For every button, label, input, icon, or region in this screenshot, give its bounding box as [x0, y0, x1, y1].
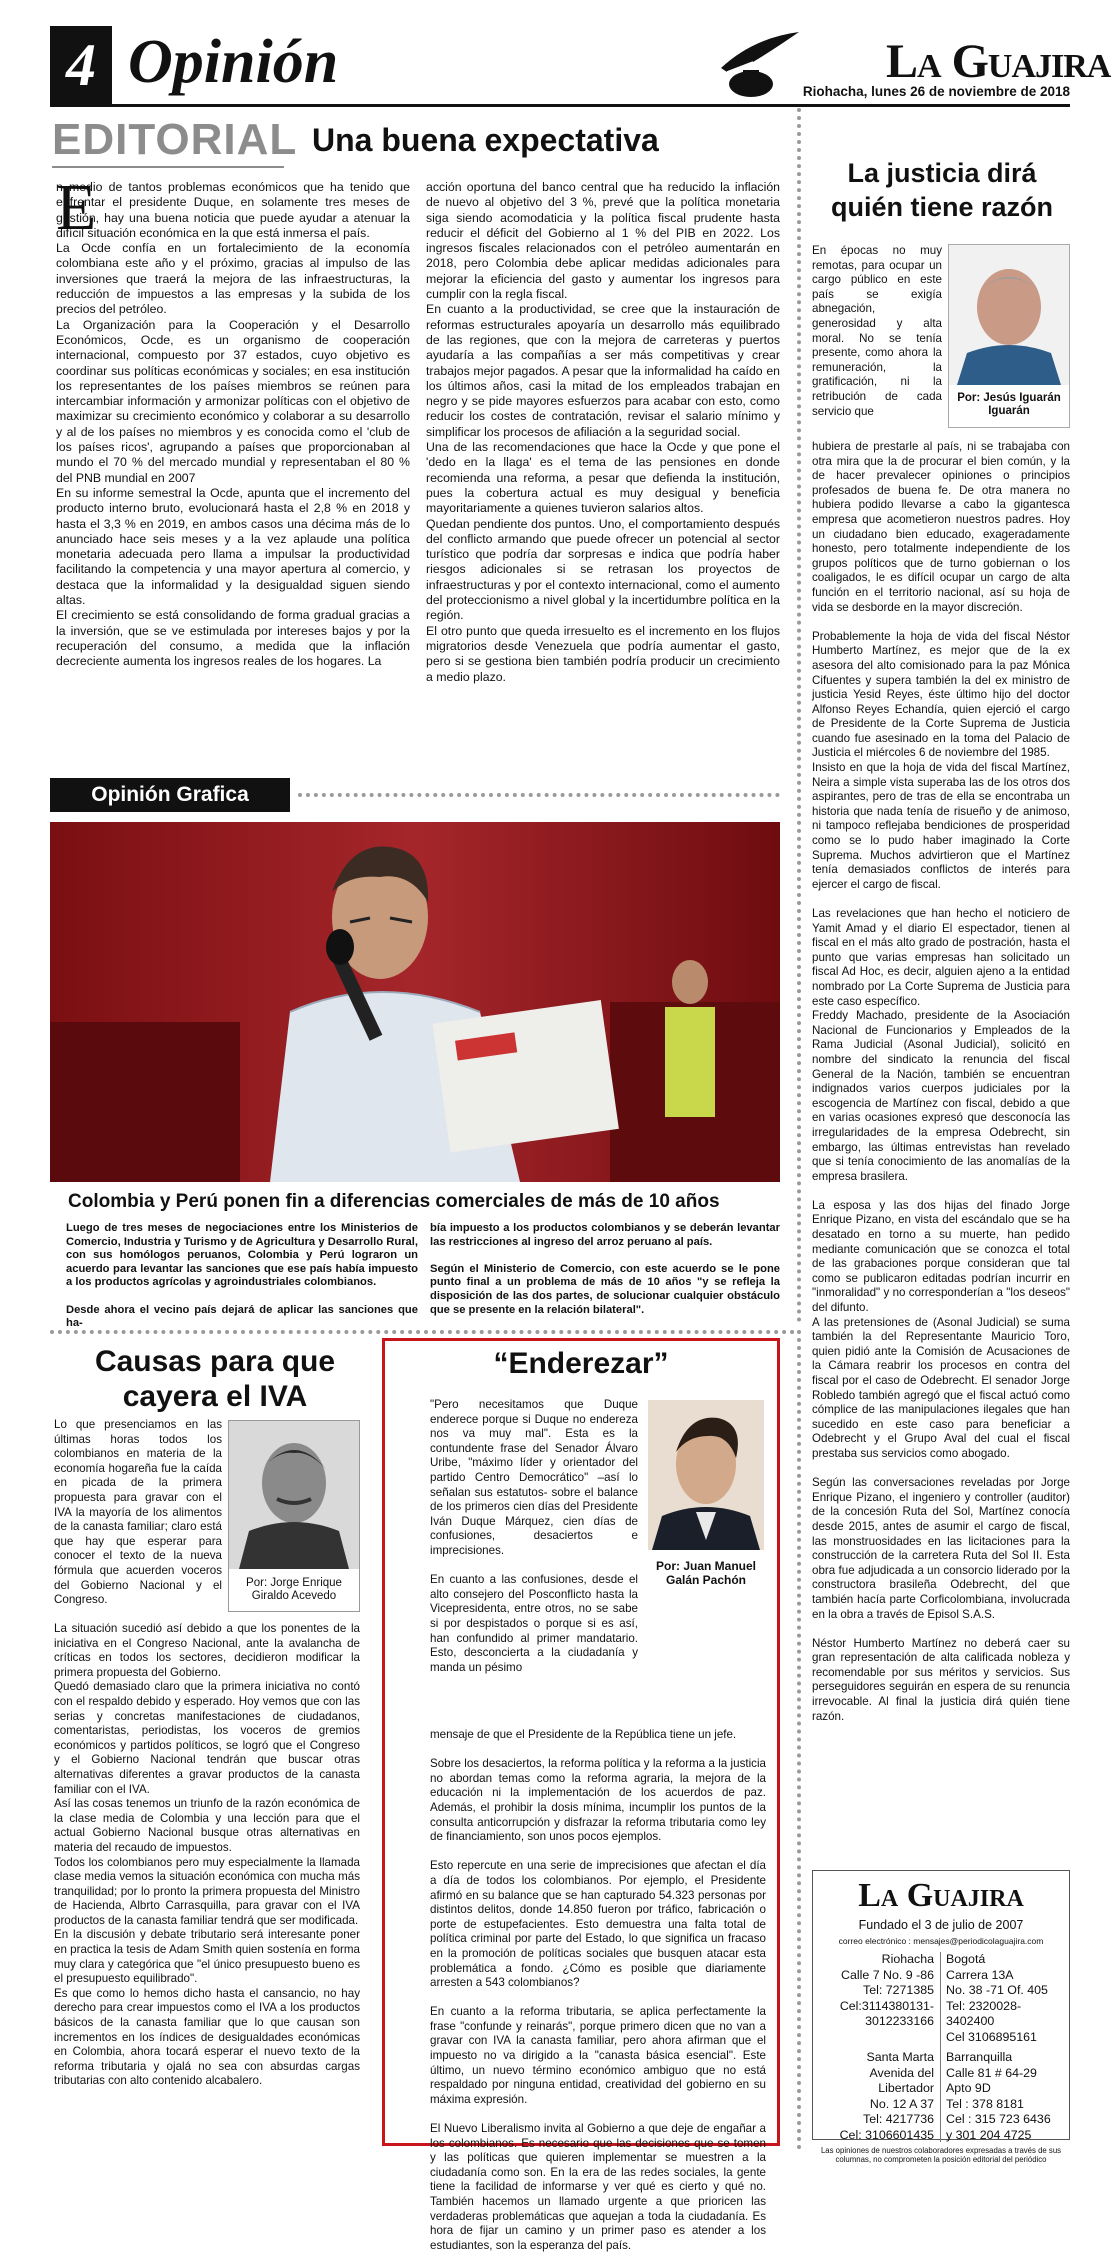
dateline: Riohacha, lunes 26 de noviembre de 2018 [802, 84, 1070, 99]
enderezar-author: Por: Juan Manuel Galán Pachón [655, 1559, 756, 1587]
editorial-dropcap: E [56, 171, 97, 244]
grafica-label-box [50, 778, 290, 812]
office-bogota: Bogotá Carrera 13A No. 38 -71 Of. 405 Tel: 2320028- 3402400 Cel 3106895161 [946, 1952, 1048, 2044]
enderezar-headline: “Enderezar” [493, 1347, 669, 1380]
causas-author-photo [229, 1421, 359, 1569]
grafica-column-1: Luego de tres meses de negociaciones entre los Ministerios de Comercio, Industria y Turismo y de Agricultura y Desarrollo Rural, con sus homólogos peruanos, Colombia y Perú lograron un acuerdo para levantar las sanciones que ese país había impuesto a los productos agrícolas y agroindustriales colombianos. Desde ahora el vecino país dejará de aplicar las sanciones que ha- [66, 1222, 418, 1330]
justicia-headline: La justicia dirá quién tiene razón [830, 158, 1054, 222]
office-barranquilla: Barranquilla Calle 81 # 64-29 Apto 9D Tel : 378 8181 Cel : 315 723 6436 y 301 204 4725 [946, 2050, 1051, 2142]
editorial-headline: Una buena expectativa [312, 122, 659, 158]
justicia-body: hubiera de prestarle al país, ni se trabajaba con otra mira que la de procurar el bien común, y la de hacer prevalecer opiniones o principios profesados de buena fe. De otra manera no hubiera podido llevarse a cabo la gigantesca empresa que acometieron nuestros padres. Hoy un ciudadano bien educado, exageradamente honesto, pero totalmente independiente de los grupos políticos que de turno gobiernan o los coaligados, le es difícil ocupar un cargo de alta función en el territorio nacional, así su hoja de vida se desborde en la mayor discreción. Probablemente la hoja de vida del fiscal Néstor Humberto Martínez, es mejor que de la ex asesora del alto comisionado para la paz Mónica Cifuentes y supera también la del ex ministro de justicia Yesid Reyes, éste último hijo del doctor Alfonso Reyes Echandía, quien ejerció el cargo de Presidente de la Corte Suprema de Justicia cuando fue asesinado en la toma del Palacio de Justicia el miércoles 6 de noviembre del 1985. Insisto en que la hoja de vida del fiscal Martínez, Neira a simple vista superaba las de los otros dos aspirantes, pero de tras de ella se encontraba un historia que nada tenía de risueño y de animoso, ni tampoco reflejaba bendiciones de prosperidad como se lo pudo haber imaginado la Corte Suprema. Muchos advirtieron que el Martínez tenía demasiados conflictos de interés para ejercer el cargo de fiscal. Las revelaciones que han hecho el noticiero de Yamit Amad y el diario El espectador, tienen al fiscal en el más alto grado de postración, hasta el punto que varias empresas han solicitado un fiscal Ad Hoc, es decir, alguien ajeno a la entidad nombrado por La Corte Suprema de Justicia para este caso específico. Freddy Machado, presidente de la Asociación Nacional de Funcionarios y Empleados de la Rama Judicial (Asonal Judicial), solicitó en nombre del sindicato la renuncia del fiscal General de la Nación, también se encuentran indignados varios cuerpos judiciales por la escogencia de Martínez con fiscal, debido a que en varias ocasiones expresó que desconocía las irregularidades de la empresa Odebrecht, sin embargo, las últimas entrevistas han revelado que si tenía conocimiento de las anomalías de la empresa brasilera. La esposa y las dos hijas del finado Jorge Enrique Pizano, en vista del escándalo que se ha desatado en torno a su muerte, han pedido mediante comunicación que se conozca el total de las grabaciones porque consideran que tal como se publicaron editadas podrían incurrir en "inmoralidad" y no corresponderían a "los deseos" del difunto. A las pretensiones de (Asonal Judicial) se suma también la del Representante Mauricio Toro, quien pidió ante la Comisión de Acusaciones de la Cámara reabrir los procesos en contra del fiscal por el caso de Odebrecht. El senador Jorge Robledo también agregó que el fiscal actuó como cómplice de las manipulaciones ilegales que han sucedido en este caso para beneficiar a Odebrecht y el Grupo Aval del cual el fiscal prestaba sus servicios como abogado. Según las conversaciones reveladas por Jorge Enrique Pizano, el ingeniero y controller (auditor) de la concesión Ruta del Sol, Martínez conocía desde 2015, antes de asumir el cargo de fiscal, las monstruosidades en las licitaciones para la construcción de la carretera Ruta del Sol II. Esta obra fue adjudicada a un consorcio liderado por la constructora brasileña Odebrecht, del que también hacía parte Corficolombiana, involucrada en la obra a través de Episol S.A.S. Néstor Humberto Martínez no deberá caer su gran representación de alta calificada nobleza y recomendable por sus méritos y servicios. Sus perseguidores seguirán en espera de su renuncia irrevocable. Al final la justicia dirá quién tiene razón. [812, 440, 1070, 1723]
staff-masthead: La Guajira [858, 1877, 1024, 1914]
justicia-author-photo [949, 245, 1069, 385]
section-divider [50, 1330, 795, 1334]
causas-photo-frame [228, 1420, 360, 1612]
editorial-label: EDITORIAL [52, 115, 298, 164]
office-santa-marta: Santa Marta Avenida del Libertador No. 12 A 37 Tel: 4217736 Cel: 3106601435 [839, 2050, 934, 2142]
enderezar-body: mensaje de que el Presidente de la República tiene un jefe. Sobre los desaciertos, la reforma política y la reforma a la justicia no abordan temas como la reforma agraria, la mejora de la educación ni la implementación de los acuerdos de paz. Además, el prohibir la dosis mínima, incumplir los puntos de la consulta anticorrupción y disfrazar la reforma tributaria como ley de financiamiento, son unos pocos ejemplos. Esto repercute en una serie de imprecisiones que afectan el día a día de todos los colombianos. Por ejemplo, el Presidente afirmó en su balance que se han capturado 54.323 personas por distintos delitos, donde 14.850 fueron por tráfico, fabricación o porte de estupefacientes. Esto demuestra una falta total de política criminal por parte del Estado, lo que significa un fracaso en la promoción de políticas sociales que busquen atacar esta problemática a fondo. ¿Cómo es posible que diariamente arresten a 543 colombianos? En cuanto a la reforma tributaria, se aplica perfectamente la frase "confunde y reinarás", porque primero dicen que no van a gravar con IVA la canasta familiar, pero ahora afirman que el impuesto no va dirigido a la "canasta básica esencial". Este último, un nuevo término económico ambiguo que no está respaldado por ninguna entidad, creatividad del gobierno en su máxima expresión. El Nuevo Liberalismo invita al Gobierno a que deje de engañar a los colombianos. Es necesario que las decisiones que se tomen y las políticas que quieren implementar se muestren a la ciudadanía como son. En la era de las redes sociales, la gente tiene la facilidad de informarse y ver qué es cierto y qué no. También hacemos un llamado urgente a que prioricen las verdaderas problemáticas que aquejan a toda la ciudadanía. Es hora de fijar un camino y un primer paso es atender a los estudiantes, son la esperanza del país. [430, 1728, 766, 2252]
page-number: 4 [66, 31, 96, 98]
enderezar-photo-frame [648, 1400, 764, 1605]
column-divider [797, 1330, 801, 2150]
section-title: Opinión [128, 28, 339, 96]
office-riohacha: Riohacha Calle 7 No. 9 -86 Tel: 7271385 Cel:3114380131- 3012233166 [839, 1952, 934, 2028]
justicia-intro: En épocas no muy remotas, para ocupar un cargo público en este país se exigía abnegación, generosidad y alta moral. No se tenía presente, como ahora la remuneración, la gratificación, ni la retribución de cada servicio que [812, 244, 942, 418]
enderezar-intro: "Pero necesitamos que Duque enderece porque si Duque no endereza nos va muy mal". Esta es la contundente frase del Senador Álvaro Uribe, "máximo líder y orientador del partido Centro Democrático" –así lo señalan sus estatutos- sobre el balance de los primeros cien días del Presidente Iván Duque Márquez, cien días de confusiones, desaciertos e imprecisiones. En cuanto a las confusiones, desde el alto consejero del Posconflicto hasta la Vicepresidenta, entre otros, no se sabe si por despistados o porque si es así, han confundido al primer mandatario. Esto, desconcierta a la ciudadanía y manda un pésimo [430, 1398, 638, 1674]
causas-author: Por: Jorge Enrique Giraldo Acevedo [246, 1577, 342, 1602]
staff-email: correo electrónico : mensajes@periodicolaguajira.com [838, 1936, 1044, 1946]
causas-body: La situación sucedió así debido a que los ponentes de la iniciativa en el Congreso Nacional, ante la avalancha de críticas en todos los sectores, decidieron modificar la primera propuesta del Gobierno. Quedó demasiado claro que la primera iniciativa no contó con el respaldo debido y esperado. Hoy vemos que con las serias y concretas manifestaciones de ciudadanos, comentaristas, periodistas, los voceros de gremios económicos y partidos políticos, se logró que el Congreso y el Gobierno Nacional tendrán que buscar otras alternativas diferentes a gravar productos de la canasta familiar con el IVA. Así las cosas tenemos un triunfo de la razón económica de la clase media de Colombia y una lección para que el actual Gobierno Nacional busque otras alternativas en materia del recaudo de impuestos. Todos los colombianos pero muy especialmente la llamada clase media vemos la situación económica con mucha más tranquilidad; por lo pronto la primera propuesta del Ministro de Hacienda, Albrto Carrasquilla, para gravar con el IVA productos de la canasta familiar tendrá que ser modificada. En la discusión y debate tributario será interesante poner en practica la tesis de Adam Smith quien sostenía en forma muy clara y categórica que "el único presupuesto bueno es el presupuesto equilibrado". Es que como lo hemos dicho hasta el cansancio, no hay derecho para crear impuestos como el IVA a los productos básicos de la canasta familiar que lo que causan son incrementos en los índices de desigualdades económicas en Colombia, ahora tocará esperar el nuevo texto de la reforma tributaria y ojalá no sea con absurdas cargas tributarias con alto contenido alcabalero. [54, 1622, 360, 2088]
editorial-column-2: acción oportuna del banco central que ha reducido la inflación de nuevo al objetivo del 3 %, prevé que la política monetaria siga siendo acomodaticia y la política fiscal prudente hasta reducir el déficit del Gobierno al 1 % del PIB en 2022. Los ingresos fiscales relacionados con el petróleo aumentarán en 2018, pero Colombia debe aplicar medidas adicionales para mejorar la eficiencia del gasto y aumentar los ingresos para cumplir con la regla fiscal. En cuanto a la productividad, se cree que la instauración de reformas estructurales apoyaría un desarrollo más equilibrado de las regiones, que con la mejora de carreteras y puertos ayudaría a las compañías a ser más competitivas y crear trabajos mejor pagados. A pesar que la informalidad ha caído en los últimos años, casi la mitad de los empleados trabajan en negro y se pide mayores esfuerzos para acabar con esto, como reducir los costes de contratación, revisar el salario mínimo y simplificar los procesos de afiliación a la seguridad social. Una de las recomendaciones que hace la Ocde y que pone el 'dedo en la llaga' es el tema de las pensiones en donde recomienda una reforma, a pesar que defienda la institución, pues la cobertura actual es muy desigual y beneficia mayoritariamente a quienes tuvieron salarios altos. Quedan pendiente dos puntos. Uno, el comportamiento después del conflicto armando que puede ofrecer un potencial al sector turístico que podría dar sorpresas e indica que podría haber riesgos adicionales si se retrasan los proyectos de infraestructuras y por el contexto internacional, como el aumento del proteccionismo a nivel global y la incertidumbre política en la región. El otro punto que queda irresuelto es el incremento en los flujos migratorios desde Venezuela que podría aumentar el gasto, pero si se gestiona bien también podría producir un crecimiento a medio plazo. [426, 180, 780, 684]
grafica-label-rule [298, 793, 780, 797]
editorial-label-underline [52, 166, 284, 168]
column-divider [797, 108, 801, 1323]
causas-headline: Causas para que cayera el IVA [94, 1345, 336, 1413]
staff-founded: Fundado el 3 de julio de 2007 [858, 1918, 1024, 1932]
grafica-caption: Colombia y Perú ponen fin a diferencias comerciales de más de 10 años [68, 1191, 720, 1212]
staff-box-divider [940, 1952, 941, 2142]
quill-inkwell-icon [713, 28, 803, 100]
editorial-column-1: n medio de tantos problemas económicos que ha tenido que enfrentar el presidente Duque, en solamente tres meses de gestión, hay una buena noticia que puede ayudar a atenuar la difícil situación económica en la que está inmersa el país. La Ocde confía en un fortalecimiento de la economía colombiana este año y el próximo, gracias al impulso de las inversiones que traerá la mejora de las infraestructuras, la reducción de impuestos a las empresas y la subida de los precios del petróleo. La Organización para la Cooperación y el Desarrollo Económicos, Ocde, es un organismo de cooperación internacional, compuesto por 37 estados, cuyo objetivo es coordinar sus políticas económicas y sociales; en esa institución los representantes de los países miembros se reúnen para intercambiar información y armonizar políticas con el objetivo de maximizar su crecimiento económico y colaborar a su desarrollo y al de los países no miembros y es conocida como el 'club de los países ricos', agrupando a países que proporcionaban al mundo el 70 % del mercado mundial y representaban el 80 % del PNB mundial en 2007 En su informe semestral la Ocde, apunta que el incremento del producto interno bruto, evolucionará hasta el 2,8 % en 2018 y hasta el 3,3 % en 2019, en ambos casos una décima más de lo anunciado hace seis meses y a la vez aplaude una política monetaria adecuada pero llama a impulsar la productividad facilitando la competencia y una mayor apertura al comercio, y destaca que la informalidad y la desigualdad siguen siendo altas. El crecimiento se está consolidando de forma gradual gracias a la inversión, que se ve estimulada por intereses bajos y por la recuperación del consumo, a medida que la inflación decreciente aumenta los ingresos reales de los hogares. La [56, 180, 410, 669]
page-number-box [50, 26, 112, 104]
justicia-photo-frame [948, 244, 1070, 428]
grafica-column-2: bía impuesto a los productos colombianos y se deberán levantar las restricciones al ingreso del arroz peruano al país. Según el Ministerio de Comercio, con este acuerdo se le pone punto final a un problema de más de 10 años "y se refleja la disposición de las dos partes, de solucionar cualquier obstáculo que se presente en la relación bilateral". [430, 1222, 780, 1316]
grafica-label: Opinión Grafica [91, 783, 249, 806]
causas-intro: Lo que presenciamos en las últimas horas todos los colombianos en materia de la economía hogareña fue la caída en picada de la primera propuesta para gravar con el IVA la mayoría de los alimentos de la canasta familiar; claro está que hay que esperar para conocer el texto de la nueva fórmula que acuerden voceros del Gobierno Nacional y el Congreso. [54, 1418, 222, 1607]
enderezar-author-photo [648, 1400, 764, 1550]
masthead: La Guajira [886, 35, 1111, 88]
staff-disclaimer: Las opiniones de nuestros colaboradores expresadas a través de sus columnas, no comprometen la posición editorial del periódico [820, 2146, 1062, 2164]
justicia-author: Por: Jesús Iguarán Iguarán [957, 392, 1061, 417]
grafica-photo [50, 822, 780, 1182]
header-rule [50, 104, 1070, 107]
